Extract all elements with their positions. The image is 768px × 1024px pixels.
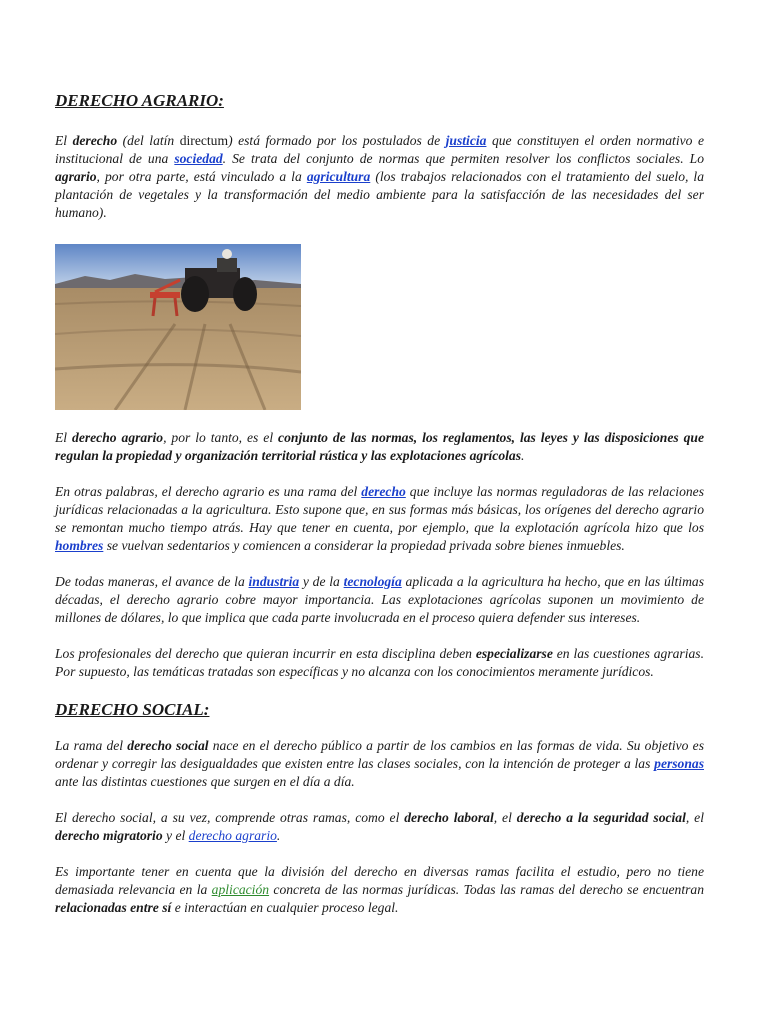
bold-term: derecho social [127,738,209,753]
link-sociedad[interactable]: sociedad [174,151,223,166]
bold-term: conjunto de las normas, los reglamentos, las leyes y las disposiciones que regulan la propiedad y organización territorial rústica y las explotaciones agrícolas [55,430,704,463]
link-derecho[interactable]: derecho [361,484,406,499]
text: . [276,828,281,843]
bold-term: derecho a la seguridad social [516,810,686,825]
text: ) está formado por los postulados de [228,133,446,148]
text: e interactúan en cualquier proceso legal. [171,900,399,915]
text: El [55,133,73,148]
text: (los trabajos relacionados con el tratamiento del suelo, la plantación de vegetales y la transformación del medio ambiente para la satisfacción de las necesidades del ser humano). [55,169,705,220]
text: que incluye las normas reguladoras de las relaciones jurídicas relacionadas a la agricultura. Esto supone que, en sus formas más básicas, los orígenes del derecho agrario se remontan mucho tiempo atrás. Hay que tener en cuenta, por ejemplo, que la explotación agrícola hizo que los [55,484,704,535]
paragraph-2 [55,429,704,465]
link-hombres[interactable]: hombres [55,538,104,553]
text: concreta de las normas jurídicas. Todas las ramas del derecho se encuentran [269,882,705,897]
paragraph-8 [55,863,704,917]
text: (del latín [117,133,180,148]
text: aplicada a la agricultura ha hecho, que en las últimas décadas, el derecho agrario cobre mayor importancia. Las explotaciones agrícolas suponen un movimiento de millones de dólares, lo que implica que cada parte involucrada en el proceso quiera defender sus intereses. [55,574,704,625]
text: , el [685,810,704,825]
tractor-field-photo [55,244,301,410]
text: . Se trata del conjunto de normas que permiten resolver los conflictos sociales. Lo [222,151,705,166]
link-derecho-agrario[interactable]: derecho agrario [188,828,277,843]
text: y de la [299,574,344,589]
paragraph-3 [55,483,704,555]
heading-derecho-social: DERECHO SOCIAL: [55,700,210,719]
link-justicia[interactable]: justicia [445,133,487,148]
paragraph-1 [55,132,704,222]
bold-term: especializarse [475,646,553,661]
text: Los profesionales del derecho que quieran incurrir en esta disciplina deben [55,646,476,661]
text: , el [493,810,517,825]
link-agricultura[interactable]: agricultura [306,169,371,184]
text: , por otra parte, está vinculado a la [96,169,307,184]
paragraph-5 [55,645,704,681]
bold-term: agrario [55,169,97,184]
bold-term: derecho agrario [72,430,164,445]
text: La rama del [55,738,128,753]
link-personas[interactable]: personas [654,756,704,771]
text: El [55,430,73,445]
bold-term: relacionadas entre sí [55,900,172,915]
bold-term: derecho [72,133,118,148]
text: se vuelvan sedentarios y comiencen a considerar la propiedad privada sobre bienes inmuebles. [103,538,625,553]
link-tecnologia[interactable]: tecnología [343,574,402,589]
text: En otras palabras, el derecho agrario es una rama del [55,484,362,499]
link-aplicacion[interactable]: aplicación [211,882,270,897]
bold-term: derecho migratorio [55,828,163,843]
paragraph-6 [55,737,704,791]
document-content [55,90,704,917]
latin-term: directum [179,133,229,148]
text: De todas maneras, el avance de la [55,574,249,589]
text: Es importante tener en cuenta que la división del derecho en diversas ramas facilita el estudio, pero no tiene demasiada relevancia en la [55,864,704,897]
text: ante las distintas cuestiones que surgen en el día a día. [55,774,355,789]
text: El derecho social, a su vez, comprende otras ramas, como el [55,810,405,825]
link-industria[interactable]: industria [248,574,300,589]
text: nace en el derecho público a partir de los cambios en las formas de vida. Su objetivo es ordenar y corregir las desigualdades que existen entre las clases sociales, con la intención de proteger a las [55,738,704,771]
text: y el [162,828,189,843]
text: que constituyen el orden normativo e institucional de una [55,133,704,166]
text: , por lo tanto, es el [163,430,279,445]
text: . [520,448,525,463]
paragraph-7 [55,809,704,845]
heading-derecho-agrario: DERECHO AGRARIO: [55,91,224,110]
text: en las cuestiones agrarias. Por supuesto, las temáticas tratadas son específicas y no alcanza con los conocimientos meramente jurídicos. [55,646,704,679]
bold-term: derecho laboral [404,810,494,825]
paragraph-4 [55,573,704,627]
